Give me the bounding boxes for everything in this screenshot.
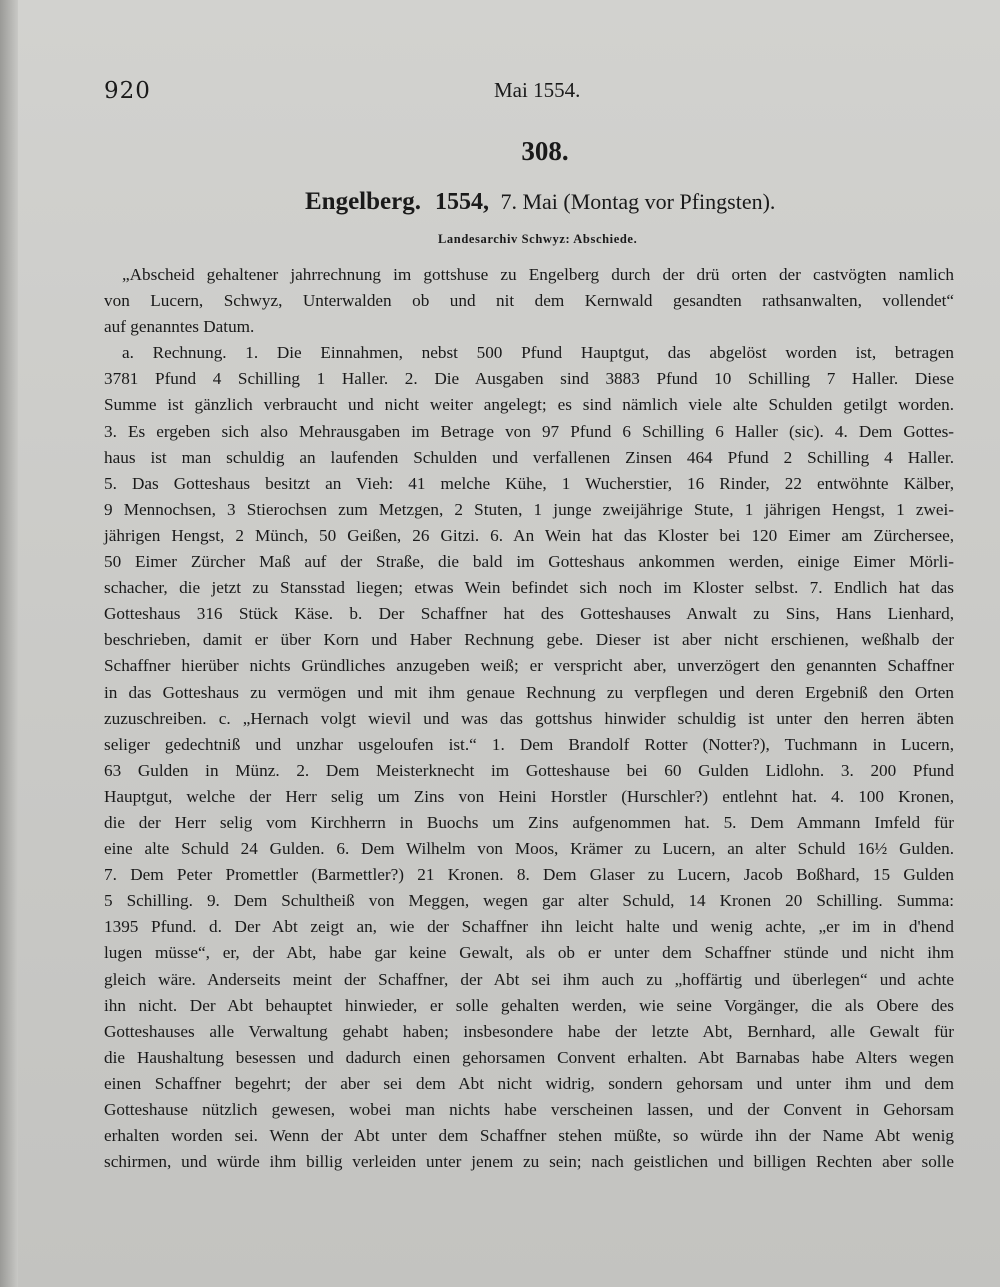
- text-line: Hauptgut, welche der Herr selig um Zins von Heini Horstler (Hurschler?) entlehnt hat. 4. 100 Kronen,: [104, 786, 954, 806]
- text-line: 5. Das Gotteshaus besitzt an Vieh: 41 melche Kühe, 1 Wucherstier, 16 Rinder, 22 entwöhnte Kälber,: [104, 473, 954, 493]
- text-line: 50 Eimer Zürcher Maß auf der Straße, die bald im Gotteshaus ankommen werden, einige Eimer Mörli-: [104, 552, 954, 572]
- text-line: a. Rechnung. 1. Die Einnahmen, nebst 500 Pfund Hauptgut, das abgelöst worden ist, betragen: [122, 343, 954, 363]
- text-line: seliger gedechtniß und unzhar usgeloufen ist.“ 1. Dem Brandolf Rotter (Notter?), Tuchmann in Lucern,: [104, 734, 954, 754]
- running-head: [104, 78, 984, 112]
- text-line: einen Schaffner begehrt; der aber sei dem Abt nicht widrig, sondern gehorsam und unter ihm und dem: [104, 1073, 954, 1093]
- text-line: die der Herr selig vom Kirchherrn in Buochs um Zins aufgenommen hat. 5. Dem Ammann Imfeld für: [104, 812, 954, 832]
- text-line: Gotteshauses alle Verwaltung gehabt haben; insbesondere habe der letzte Abt, Bernhard, alle Gewalt für: [104, 1021, 954, 1041]
- text-line: lugen müsse“, er, der Abt, habe gar keine Gewalt, als ob er unter dem Schaffner stünde und nicht ihm: [104, 943, 954, 963]
- text-line: gleich wäre. Anderseits meint der Schaffner, der Abt sei ihm auch zu „hoffärtig und überlegen“ und achte: [104, 969, 954, 989]
- document-number: 308.: [521, 136, 569, 166]
- text-line: ihn nicht. Der Abt behauptet hinwieder, er solle gehalten werden, wie seine Vorgänger, die als Obere des: [104, 995, 954, 1015]
- heading-year: 1554,: [434, 189, 489, 215]
- running-title: Mai 1554.: [494, 78, 581, 102]
- text-line: haus ist man schuldig an laufenden Schulden und verfallenen Zinsen 464 Pfund 2 Schilling 4 Haller.: [104, 447, 954, 467]
- heading-date: 7. Mai (Montag vor Pfingsten).: [500, 189, 776, 214]
- page-number: 920: [104, 78, 151, 104]
- text-line: 63 Gulden in Münz. 2. Dem Meisterknecht im Gotteshause bei 60 Gulden Lidlohn. 3. 200 Pfund: [104, 760, 954, 780]
- body-text: [104, 262, 954, 1175]
- text-line: die Haushaltung besessen und dadurch einen gehorsamen Convent erhalten. Abt Barnabas habe Alters wegen: [104, 1047, 954, 1067]
- text-line: 3. Es ergeben sich also Mehrausgaben im Betrage von 97 Pfund 6 Schilling 6 Haller (sic). 4. Dem Gottes-: [104, 421, 954, 441]
- text-line: „Abscheid gehaltener jahrrechnung im gottshuse zu Engelberg durch der drü orten der castvögten namlich: [122, 265, 954, 284]
- text-line: von Lucern, Schwyz, Unterwalden ob und nit dem Kernwald gesandten rathsanwalten, vollendet“: [104, 291, 954, 311]
- text-line: schirmen, und würde ihm billig verleiden unter jenem zu sein; nach geistlichen und billigen Rechten aber solle: [104, 1152, 954, 1172]
- text-line: 5 Schilling. 9. Dem Schultheiß von Meggen, wegen gar alter Schuld, 14 Kronen 20 Schilling. Summa:: [104, 891, 954, 911]
- text-line: 3781 Pfund 4 Schilling 1 Haller. 2. Die Ausgaben sind 3883 Pfund 10 Schilling 7 Haller. Diese: [104, 369, 954, 389]
- text-line: Schaffner hierüber nichts Gründliches anzugeben weiß; er verspricht aber, unverzögert den genannten Schaffner: [104, 656, 954, 676]
- text-line: 7. Dem Peter Promettler (Barmettler?) 21 Kronen. 8. Dem Glaser zu Lucern, Jacob Boßhard, 15 Gulden: [104, 865, 954, 885]
- text-line: eine alte Schuld 24 Gulden. 6. Dem Wilhelm von Moos, Krämer zu Lucern, an alter Schuld 16½ Gulden.: [104, 839, 954, 859]
- heading-place: Engelberg.: [305, 188, 421, 215]
- text-line: Gotteshaus 316 Stück Käse. b. Der Schaffner hat des Gotteshauses Anwalt zu Sins, Hans Lienhard,: [104, 604, 954, 624]
- text-line: schacher, die jetzt zu Stansstad liegen; etwas Wein befindet sich noch im Kloster selbst. 7. Endlich hat das: [104, 578, 954, 598]
- document-heading: [305, 188, 825, 218]
- text-line: jährigen Hengst, 2 Münch, 50 Geißen, 26 Gitzi. 6. An Wein hat das Kloster bei 120 Eimer am Zürchersee,: [104, 525, 954, 545]
- text-line: erhalten worden sei. Wenn der Abt unter dem Schaffner stehen müßte, so würde ihn der Name Abt wenig: [104, 1126, 954, 1146]
- text-line: 1395 Pfund. d. Der Abt zeigt an, wie der Schaffner ihn leicht halte und wenig achte, „er im in d'hend: [104, 917, 954, 937]
- text-line: zuzuschreiben. c. „Hernach volgt wievil und was das gottshus hinwider schuldig ist unter den herren äbten: [104, 708, 954, 728]
- text-line: Gotteshause nützlich gewesen, wobei man nichts habe verscheinen lassen, und der Convent in Gehorsam: [104, 1100, 954, 1119]
- text-line: 9 Mennochsen, 3 Stierochsen zum Metzgen, 2 Stuten, 1 junge zweijährige Stute, 1 jährigen Hengst, 1 zwei-: [104, 499, 954, 519]
- page-gutter-shadow: [0, 0, 18, 1287]
- text-line: Summe ist gänzlich verbraucht und nicht weiter angelegt; es sind nämlich viele alte Schulden getilgt worden.: [104, 395, 954, 415]
- archive-source: Landesarchiv Schwyz: Abschiede.: [438, 232, 638, 246]
- text-line: beschrieben, damit er über Korn und Haber Rechnung gebe. Dieser ist aber nicht erschienen, weßhalb der: [104, 630, 954, 650]
- text-line: in das Gotteshaus zu vermögen und mit ihm genaue Rechnung zu verpflegen und deren Ergebniß den Orten: [104, 682, 954, 702]
- text-line: auf genanntes Datum.: [104, 317, 255, 337]
